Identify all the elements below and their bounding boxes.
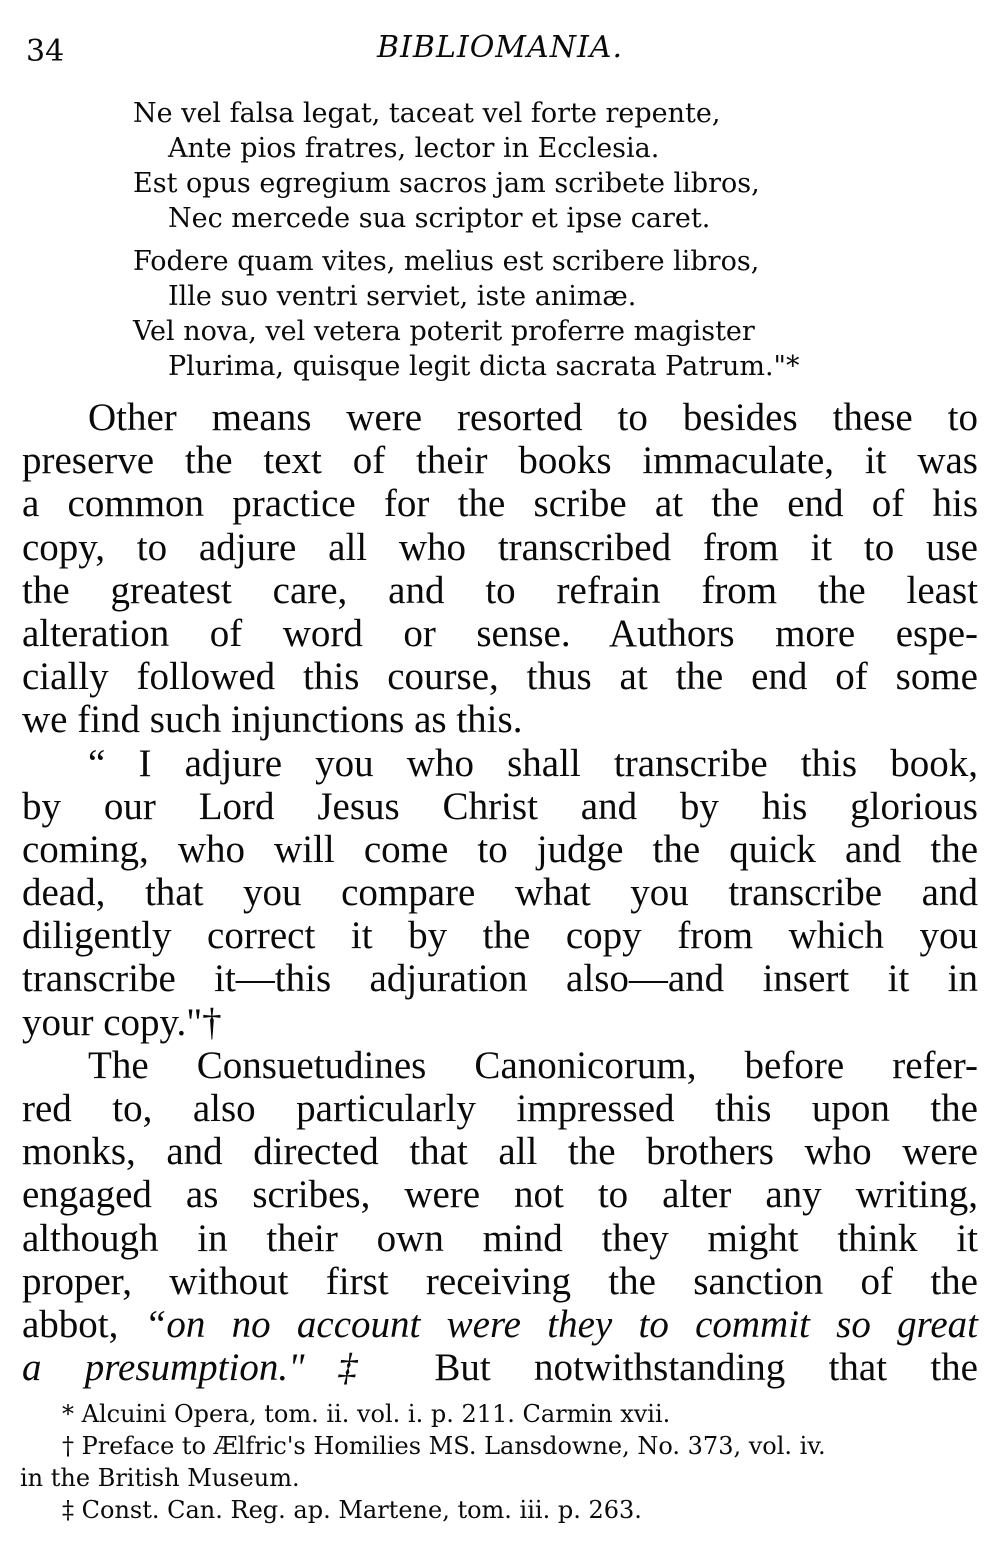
verse-line: Est opus egregium sacros jam scribete libros,: [133, 168, 760, 199]
page-header: [0, 26, 1000, 76]
body-line: we find such injunctions as this.: [22, 698, 523, 742]
body-text: [22, 396, 978, 1389]
body-line: a common practice for the scribe at the end of his: [22, 482, 978, 526]
body-line: alteration of word or sense. Authors more espe-: [22, 611, 978, 655]
footnote: † Preface to Ælfric's Homilies MS. Lansdowne, No. 373, vol. iv.: [62, 1432, 826, 1460]
body-line: Other means were resorted to besides these to: [88, 396, 978, 439]
body-line: preserve the text of their books immaculate, it was: [22, 439, 978, 483]
page-number: 34: [26, 34, 65, 69]
body-line: transcribe it—this adjuration also—and insert it in: [22, 957, 978, 1001]
body-line: copy, to adjure all who transcribed from it to use: [22, 525, 978, 569]
body-line: cially followed this course, thus at the end of some: [22, 655, 978, 699]
verse-line: Plurima, quisque legit dicta sacrata Patrum."*: [168, 351, 800, 382]
italic-quote: “on no account were they to commit so great: [144, 1302, 978, 1346]
body-line: diligently correct it by the copy from which you: [22, 914, 978, 958]
footnote: ‡ Const. Can. Reg. ap. Martene, tom. iii. p. 263.: [62, 1496, 642, 1524]
body-line: coming, who will come to judge the quick and the: [22, 827, 978, 871]
body-line: engaged as scribes, were not to alter any writing,: [22, 1173, 978, 1217]
body-line: your copy."†: [22, 1000, 222, 1044]
body-line: by our Lord Jesus Christ and by his glorious: [22, 784, 978, 828]
body-line-text: But notwithstanding that the: [391, 1346, 978, 1390]
body-line: The Consuetudines Canonicorum, before refer-: [88, 1043, 978, 1087]
running-title: BIBLIOMANIA.: [377, 30, 623, 65]
italic-quote: a presumption."‡: [22, 1346, 392, 1390]
verse-line: Ille suo ventri serviet, iste animæ.: [168, 281, 637, 312]
footnote: * Alcuini Opera, tom. ii. vol. i. p. 211. Carmin xvii.: [62, 1400, 671, 1428]
verse-line: Ante pios fratres, lector in Ecclesia.: [168, 133, 660, 164]
footnotes: [20, 1398, 980, 1526]
verse-line: Fodere quam vites, melius est scribere libros,: [133, 246, 760, 277]
body-line: monks, and directed that all the brothers who were: [22, 1130, 978, 1174]
body-line-text: abbot,: [22, 1302, 145, 1346]
body-line: [22, 1346, 978, 1389]
verse-line: Ne vel falsa legat, taceat vel forte repente,: [133, 98, 721, 129]
body-line: dead, that you compare what you transcribe and: [22, 871, 978, 915]
verse-line: Nec mercede sua scriptor et ipse caret.: [168, 203, 711, 234]
body-line: “ I adjure you who shall transcribe this book,: [88, 741, 978, 785]
body-line: [22, 1303, 978, 1346]
body-line: proper, without first receiving the sanction of the: [22, 1259, 978, 1303]
body-line: although in their own mind they might think it: [22, 1216, 978, 1260]
footnote-continuation: in the British Museum.: [20, 1464, 300, 1492]
verse-line: Vel nova, vel vetera poterit proferre magister: [133, 316, 755, 347]
body-line: the greatest care, and to refrain from the least: [22, 568, 978, 612]
body-line: red to, also particularly impressed this upon the: [22, 1087, 978, 1130]
